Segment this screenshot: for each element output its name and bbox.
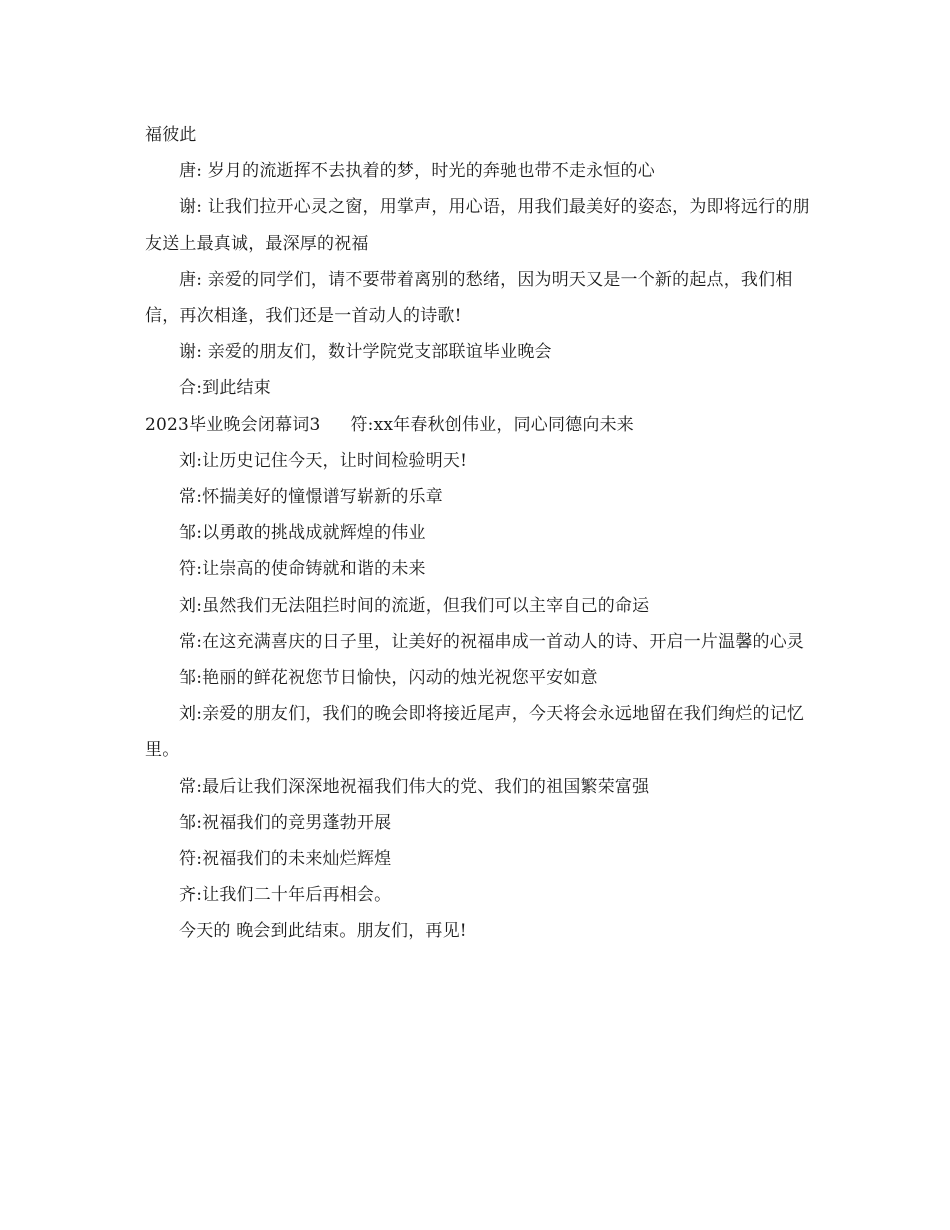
paragraph: 唐: 岁月的流逝挥不去执着的梦，时光的奔驰也带不走永恒的心 — [179, 161, 655, 182]
paragraph: 常:最后让我们深深地祝福我们伟大的党、我们的祖国繁荣富强 — [179, 776, 650, 797]
paragraph: 符:祝福我们的未来灿烂辉煌 — [179, 849, 392, 870]
section-heading-line — [145, 407, 815, 443]
paragraph: 邹:祝福我们的竞男蓬勃开展 — [179, 812, 392, 833]
section-heading-text: 符:xx年春秋创伟业，同心同德向未来 — [350, 414, 634, 435]
paragraph: 常:怀揣美好的憧憬谱写崭新的乐章 — [179, 487, 443, 508]
paragraph: 谢: 亲爱的朋友们，数计学院党支部联谊毕业晚会 — [179, 342, 552, 363]
paragraph: 符:让崇高的使命铸就和谐的未来 — [179, 559, 426, 580]
paragraph: 刘:让历史记住今天，让时间检验明天! — [179, 450, 468, 471]
paragraph: 今天的 晚会到此结束。朋友们，再见! — [179, 921, 467, 942]
paragraph: 唐: 亲爱的同学们，请不要带着离别的愁绪，因为明天又是一个新的起点，我们相信，再次相逢，我们还是一首动人的诗歌! — [145, 269, 793, 327]
paragraph: 谢: 让我们拉开心灵之窗，用掌声，用心语，用我们最美好的姿态，为即将远行的朋友送上最真诚，最深厚的祝福 — [145, 197, 810, 254]
paragraph: 邹:以勇敢的挑战成就辉煌的伟业 — [179, 523, 426, 544]
paragraph: 常:在这充满喜庆的日子里，让美好的祝福串成一首动人的诗、开启一片温馨的心灵 — [179, 631, 805, 652]
paragraph: 齐:让我们二十年后再相会。 — [179, 885, 392, 906]
paragraph: 邹:艳丽的鲜花祝您节日愉快，闪动的烛光祝您平安如意 — [179, 668, 598, 689]
paragraph: 刘:虽然我们无法阻拦时间的流逝，但我们可以主宰自己的命运 — [179, 595, 650, 616]
section-heading-title: 2023毕业晚会闭幕词3 — [145, 414, 321, 435]
document-body — [145, 117, 815, 950]
paragraph: 福彼此 — [145, 125, 197, 145]
paragraph: 刘:亲爱的朋友们，我们的晚会即将接近尾声，今天将会永远地留在我们绚烂的记忆里。 — [145, 704, 805, 761]
paragraph: 合:到此结束 — [179, 378, 271, 399]
